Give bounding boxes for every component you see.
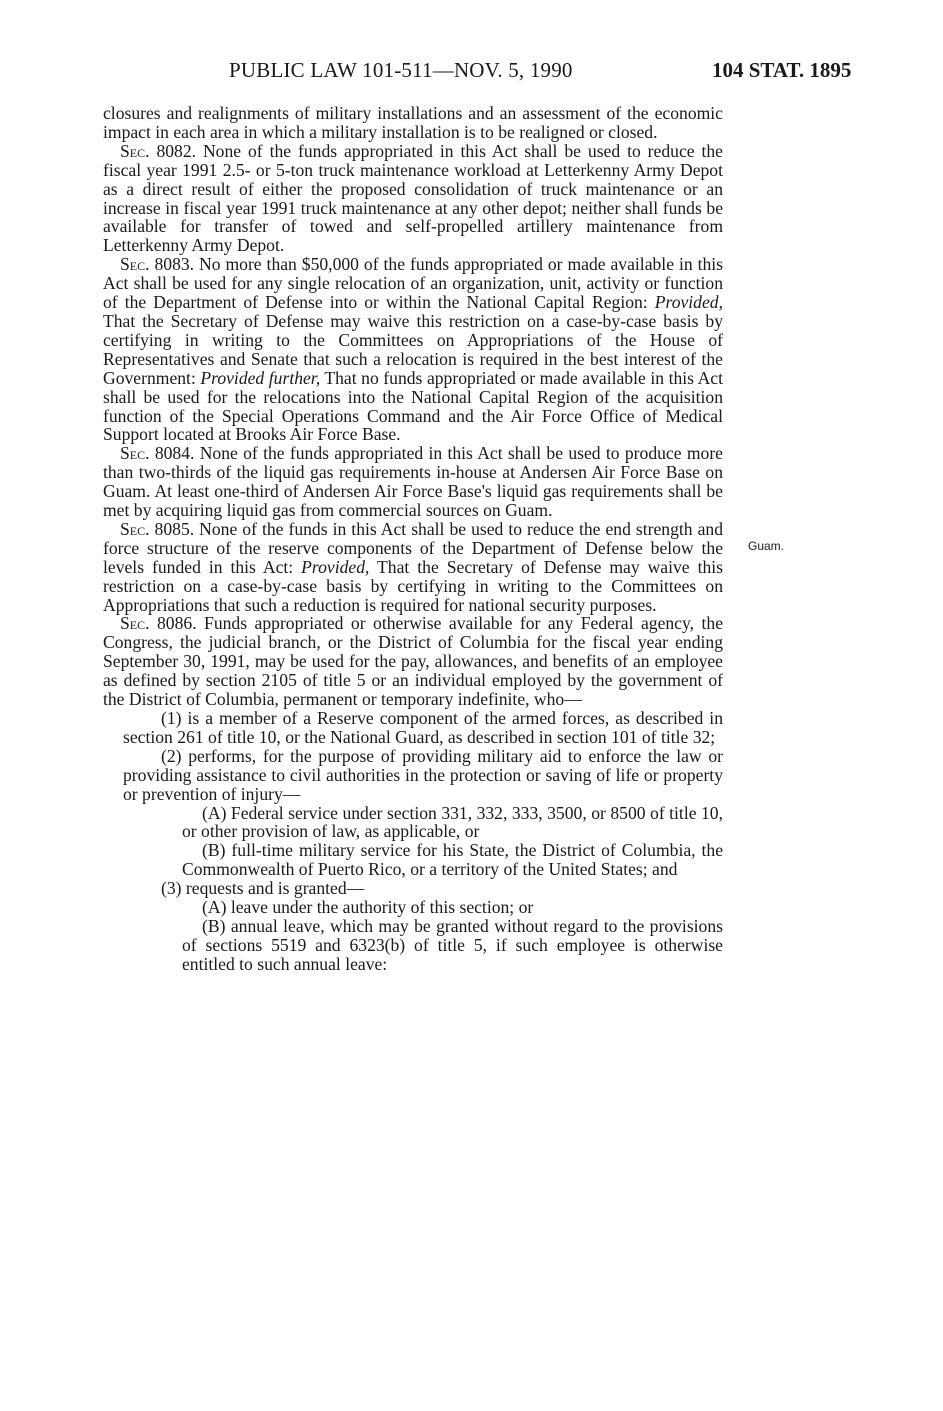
list-item-3b: (B) annual leave, which may be granted without regard to the provisions of sections 5519 and 6323(b) of title 5, if such employee is otherwise entitled to such annual leave: (182, 915, 723, 974)
list-item-2b: (B) full-time military service for his State, the District of Columbia, the Commonwealth of Puerto Rico, or a territory of the United States; and (182, 840, 723, 880)
proviso-label: Provided further, (200, 367, 321, 388)
section-8084 (103, 444, 723, 520)
section-text: That no funds appropriated or made available in this Act shall be used for the relocations into the National Capital Region of the acquisition function of the Special Operations Command and the Air Force Office of Medical Support located at Brooks Air Force Base. (103, 367, 723, 445)
section-8083 (103, 255, 723, 444)
margin-note-guam: Guam. (748, 539, 785, 553)
section-label: Sec. (120, 443, 150, 464)
proviso-label: Provided, (654, 292, 723, 313)
section-text: That the Secretary of Defense may waive this restriction on a case-by-case basis by certifying in writing to the Committees on Appropriations of the House of Representatives and Senate that such a relocation is required in the best interest of the Government: (103, 310, 723, 388)
proviso-label: Provided, (301, 556, 370, 577)
section-text: 8083. No more than $50,000 of the funds appropriated or made available in this Act shall be used for any single relocation of an organization, unit, activity or function of the Department of Defense into or within the National Capital Region: (103, 254, 723, 313)
section-label: Sec. (120, 518, 150, 539)
list-item-1: (1) is a member of a Reserve component of the armed forces, as described in section 261 of title 10, or the National Guard, as described in section 101 of title 32; (123, 708, 723, 747)
section-label: Sec. (120, 613, 150, 634)
section-8086 (103, 614, 723, 709)
list-item-2: (2) performs, for the purpose of providing military aid to enforce the law or providing assistance to civil authorities in the protection or saving of life or property or prevention of injury— (123, 745, 723, 804)
paragraph-text: closures and realignments of military installations and an assessment of the economic impact in each area in which a military installation is to be realigned or closed. (103, 103, 723, 142)
section-label: Sec. (120, 140, 150, 161)
list-item-2a: (A) Federal service under section 331, 332, 333, 3500, or 8500 of title 10, or other provision of law, as applicable, or (182, 802, 723, 842)
section-text: 8082. None of the funds appropriated in this Act shall be used to reduce the fiscal year 1991 2.5- or 5-ton truck maintenance workload at Letterkenny Army Depot as a direct result of either the proposed consolidation of truck maintenance or an increase in fiscal year 1991 truck maintenance at any other depot; neither shall funds be available for transfer of towed and self-propelled artillery maintenance from Letterkenny Army Depot. (103, 140, 723, 256)
section-8085 (103, 520, 723, 615)
section-label: Sec. (120, 254, 150, 275)
section-8082 (103, 142, 723, 255)
section-text: 8084. None of the funds appropriated in this Act shall be used to produce more than two-thirds of the liquid gas requirements in-house at Andersen Air Force Base on Guam. At least one-third of Andersen Air Force Base's liquid gas requirements shall be met by acquiring liquid gas from commercial sources on Guam. (103, 443, 723, 521)
list-item-3a: (A) leave under the authority of this section; or (202, 897, 534, 918)
section-text: 8086. Funds appropriated or otherwise available for any Federal agency, the Congress, the judicial branch, or the District of Columbia for the fiscal year ending September 30, 1991, may be used for the pay, allowances, and benefits of an employee as defined by section 2105 of title 5 or an individual employed by the government of the District of Columbia, permanent or temporary indefinite, who— (103, 613, 723, 710)
paragraph-closures (103, 104, 723, 142)
page-header-stat: 104 STAT. 1895 (712, 58, 852, 82)
page-header-title: PUBLIC LAW 101-511—NOV. 5, 1990 (229, 58, 573, 82)
section-text: That the Secretary of Defense may waive this restriction on a case-by-case basis by certifying in writing to the Committees on Appropriations that such a reduction is required for national security purposes. (103, 556, 723, 615)
document-body (103, 104, 723, 974)
section-text: 8085. None of the funds in this Act shall be used to reduce the end strength and force structure of the reserve components of the Department of Defense below the levels funded in this Act: (103, 518, 723, 577)
list-item-3: (3) requests and is granted— (161, 878, 365, 899)
